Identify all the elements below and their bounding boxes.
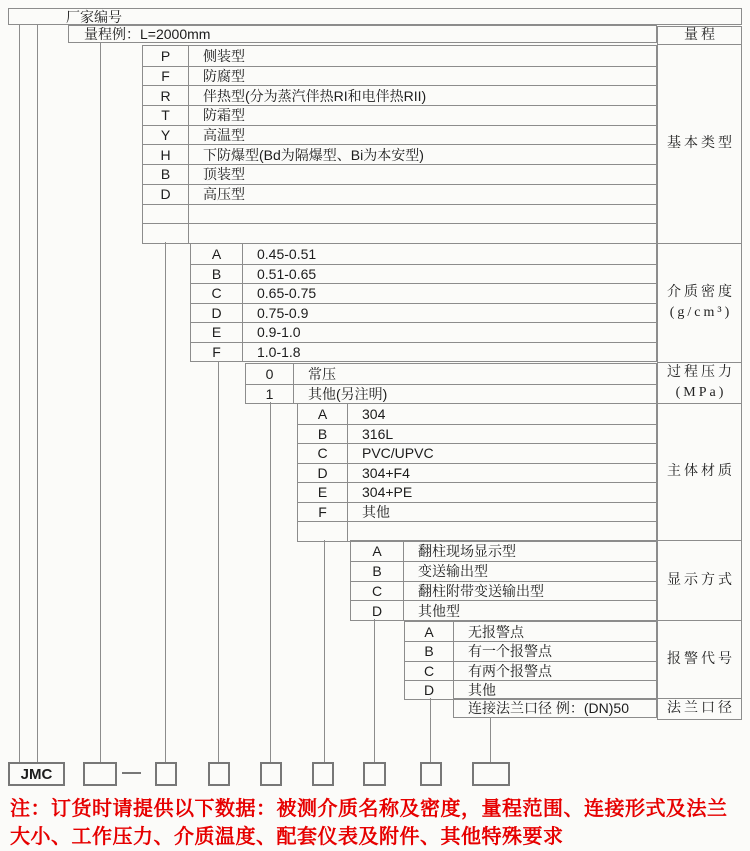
code-cell: A bbox=[298, 404, 348, 424]
table-row bbox=[143, 105, 656, 125]
label-flange-size bbox=[658, 698, 741, 719]
desc-cell bbox=[348, 522, 656, 541]
label-medium-density bbox=[658, 243, 741, 362]
ordering-note-line2: 大小、工作压力、介质温度、配套仪表及附件、其他特殊要求 bbox=[10, 826, 564, 848]
process-pressure-table bbox=[245, 363, 657, 404]
desc-cell: 0.51-0.65 bbox=[257, 265, 317, 282]
desc-cell: 下防爆型(Bd为隔爆型、Bi为本安型) bbox=[203, 146, 424, 163]
label-text: 报警代号 bbox=[667, 651, 735, 667]
label-text: 过程压力 bbox=[667, 365, 735, 380]
body-material-table bbox=[297, 403, 657, 542]
code-cell: A bbox=[191, 244, 243, 264]
medium-density-table bbox=[190, 243, 657, 362]
table-row bbox=[191, 244, 656, 264]
table-row bbox=[191, 342, 656, 362]
desc-cell: 304+PE bbox=[362, 484, 413, 501]
desc-cell bbox=[189, 205, 656, 224]
flange-size-row bbox=[453, 698, 657, 718]
code-cell: F bbox=[298, 503, 348, 522]
desc-cell: 有两个报警点 bbox=[468, 662, 552, 679]
desc-cell: 0.75-0.9 bbox=[257, 304, 309, 321]
basic-type-table bbox=[142, 45, 657, 244]
code-cell: B bbox=[351, 562, 404, 581]
code-cell: D bbox=[351, 601, 404, 620]
table-row bbox=[143, 66, 656, 86]
flange-code-box bbox=[472, 762, 510, 786]
table-row bbox=[298, 443, 656, 463]
table-row bbox=[143, 125, 656, 145]
ordering-note-line1: 注：订货时请提供以下数据：被测介质名称及密度，量程范围、连接形式及法兰 bbox=[10, 798, 728, 820]
table-row bbox=[191, 303, 656, 323]
range-code-box bbox=[83, 762, 117, 786]
connector-line bbox=[374, 619, 375, 762]
model-prefix-box bbox=[8, 762, 65, 786]
density-code-box bbox=[208, 762, 230, 786]
desc-cell: 其他(另注明) bbox=[308, 385, 388, 402]
code-cell: A bbox=[405, 622, 454, 641]
code-cell bbox=[298, 522, 348, 541]
label-range bbox=[658, 27, 741, 44]
table-row bbox=[143, 164, 656, 184]
manufacturer-number-row bbox=[8, 8, 742, 25]
table-row bbox=[143, 223, 656, 243]
basic-type-code-box bbox=[155, 762, 177, 786]
label-alarm-code bbox=[658, 620, 741, 698]
desc-cell: 316L bbox=[362, 425, 394, 442]
connector-line bbox=[324, 540, 325, 762]
code-cell: C bbox=[405, 662, 454, 680]
code-cell: T bbox=[143, 106, 189, 125]
table-row bbox=[298, 482, 656, 502]
desc-cell: 顶装型 bbox=[203, 166, 245, 183]
label-text-unit: (g/cm³) bbox=[669, 305, 733, 320]
table-row bbox=[405, 680, 656, 699]
table-row bbox=[298, 521, 656, 541]
desc-cell: 304+F4 bbox=[362, 464, 410, 481]
model-prefix: JMC bbox=[20, 765, 53, 783]
code-cell: D bbox=[143, 185, 189, 204]
desc-cell: 其他型 bbox=[418, 602, 460, 619]
code-cell: F bbox=[143, 67, 189, 86]
desc-cell: 常压 bbox=[308, 365, 336, 382]
label-text: 法兰口径 bbox=[667, 701, 735, 716]
desc-cell bbox=[189, 224, 656, 243]
material-code-box bbox=[312, 762, 334, 786]
desc-cell: 0.45-0.51 bbox=[257, 245, 317, 262]
table-row bbox=[298, 424, 656, 444]
code-cell: P bbox=[143, 46, 189, 66]
code-cell: E bbox=[298, 483, 348, 502]
desc-cell: 翻柱现场显示型 bbox=[418, 542, 516, 559]
label-text: 主体材质 bbox=[667, 464, 735, 479]
code-cell: A bbox=[351, 541, 404, 561]
label-text: 介质密度 bbox=[667, 285, 735, 300]
category-label-column bbox=[657, 26, 742, 720]
flange-size-text: 连接法兰口径 例：(DN)50 bbox=[468, 700, 630, 716]
label-display-mode bbox=[658, 540, 741, 620]
code-cell: B bbox=[191, 265, 243, 284]
alarm-code-table bbox=[404, 621, 657, 700]
code-cell: 1 bbox=[246, 385, 294, 404]
table-row bbox=[405, 622, 656, 641]
connector-line bbox=[490, 718, 491, 762]
ordering-note bbox=[10, 795, 746, 851]
code-cell: B bbox=[143, 165, 189, 184]
table-row bbox=[143, 184, 656, 204]
code-cell: D bbox=[298, 464, 348, 483]
label-text: 显示方式 bbox=[667, 572, 735, 588]
code-cell: R bbox=[143, 86, 189, 105]
table-row bbox=[191, 264, 656, 284]
alarm-code-box bbox=[420, 762, 442, 786]
label-text-unit: (MPa) bbox=[675, 385, 727, 400]
table-row bbox=[246, 364, 656, 384]
code-cell: F bbox=[191, 343, 243, 362]
code-cell bbox=[143, 224, 189, 243]
desc-cell: 0.65-0.75 bbox=[257, 285, 317, 302]
table-row bbox=[351, 600, 656, 620]
desc-cell: 翻柱附带变送输出型 bbox=[418, 582, 544, 599]
code-cell: B bbox=[298, 425, 348, 444]
table-row bbox=[351, 541, 656, 561]
desc-cell: PVC/UPVC bbox=[362, 445, 434, 462]
connector-line bbox=[270, 402, 271, 762]
desc-cell: 高压型 bbox=[203, 186, 245, 203]
desc-cell: 防霜型 bbox=[203, 107, 245, 124]
manufacturer-number-label: 厂家编号 bbox=[66, 8, 122, 25]
code-cell: C bbox=[191, 284, 243, 303]
label-text: 量程 bbox=[684, 27, 718, 43]
table-row bbox=[143, 144, 656, 164]
display-mode-table bbox=[350, 540, 657, 621]
table-row bbox=[405, 641, 656, 660]
label-process-pressure bbox=[658, 362, 741, 403]
table-row bbox=[143, 204, 656, 224]
desc-cell: 0.9-1.0 bbox=[257, 324, 301, 341]
desc-cell: 侧装型 bbox=[203, 47, 245, 64]
code-cell: Y bbox=[143, 126, 189, 145]
label-text: 基本类型 bbox=[667, 136, 735, 151]
code-cell: E bbox=[191, 323, 243, 342]
connector-line bbox=[165, 242, 166, 762]
connector-line bbox=[430, 698, 431, 762]
code-cell: B bbox=[405, 642, 454, 660]
connector-line bbox=[218, 361, 219, 762]
table-row bbox=[246, 384, 656, 404]
table-row bbox=[143, 46, 656, 66]
table-row bbox=[143, 85, 656, 105]
separator-dash bbox=[122, 772, 141, 774]
desc-cell: 1.0-1.8 bbox=[257, 343, 301, 360]
desc-cell: 防腐型 bbox=[203, 68, 245, 85]
connector-line bbox=[100, 43, 101, 762]
range-example-row bbox=[68, 25, 657, 43]
code-cell: H bbox=[143, 145, 189, 164]
display-code-box bbox=[363, 762, 386, 786]
desc-cell: 其他 bbox=[468, 681, 496, 698]
table-row bbox=[191, 283, 656, 303]
code-cell: D bbox=[191, 304, 243, 323]
range-example-text: 量程例：L=2000mm bbox=[84, 26, 211, 42]
table-row bbox=[191, 322, 656, 342]
connector-line bbox=[37, 25, 38, 762]
code-cell: D bbox=[405, 681, 454, 699]
table-row bbox=[351, 561, 656, 581]
table-row bbox=[298, 502, 656, 522]
desc-cell: 高温型 bbox=[203, 127, 245, 144]
desc-cell: 无报警点 bbox=[468, 623, 524, 640]
label-body-material bbox=[658, 403, 741, 540]
code-cell bbox=[143, 205, 189, 224]
desc-cell: 伴热型(分为蒸汽伴热RI和电伴热RII) bbox=[203, 87, 427, 104]
table-row bbox=[298, 404, 656, 424]
table-row bbox=[298, 463, 656, 483]
desc-cell: 变送输出型 bbox=[418, 563, 488, 580]
code-cell: C bbox=[298, 444, 348, 463]
label-basic-type bbox=[658, 44, 741, 243]
pressure-code-box bbox=[260, 762, 282, 786]
code-cell: 0 bbox=[246, 364, 294, 384]
desc-cell: 有一个报警点 bbox=[468, 643, 552, 660]
table-row bbox=[405, 661, 656, 680]
desc-cell: 304 bbox=[362, 405, 386, 422]
desc-cell: 其他 bbox=[362, 503, 390, 520]
code-cell: C bbox=[351, 582, 404, 601]
table-row bbox=[351, 581, 656, 601]
connector-line bbox=[19, 25, 20, 762]
